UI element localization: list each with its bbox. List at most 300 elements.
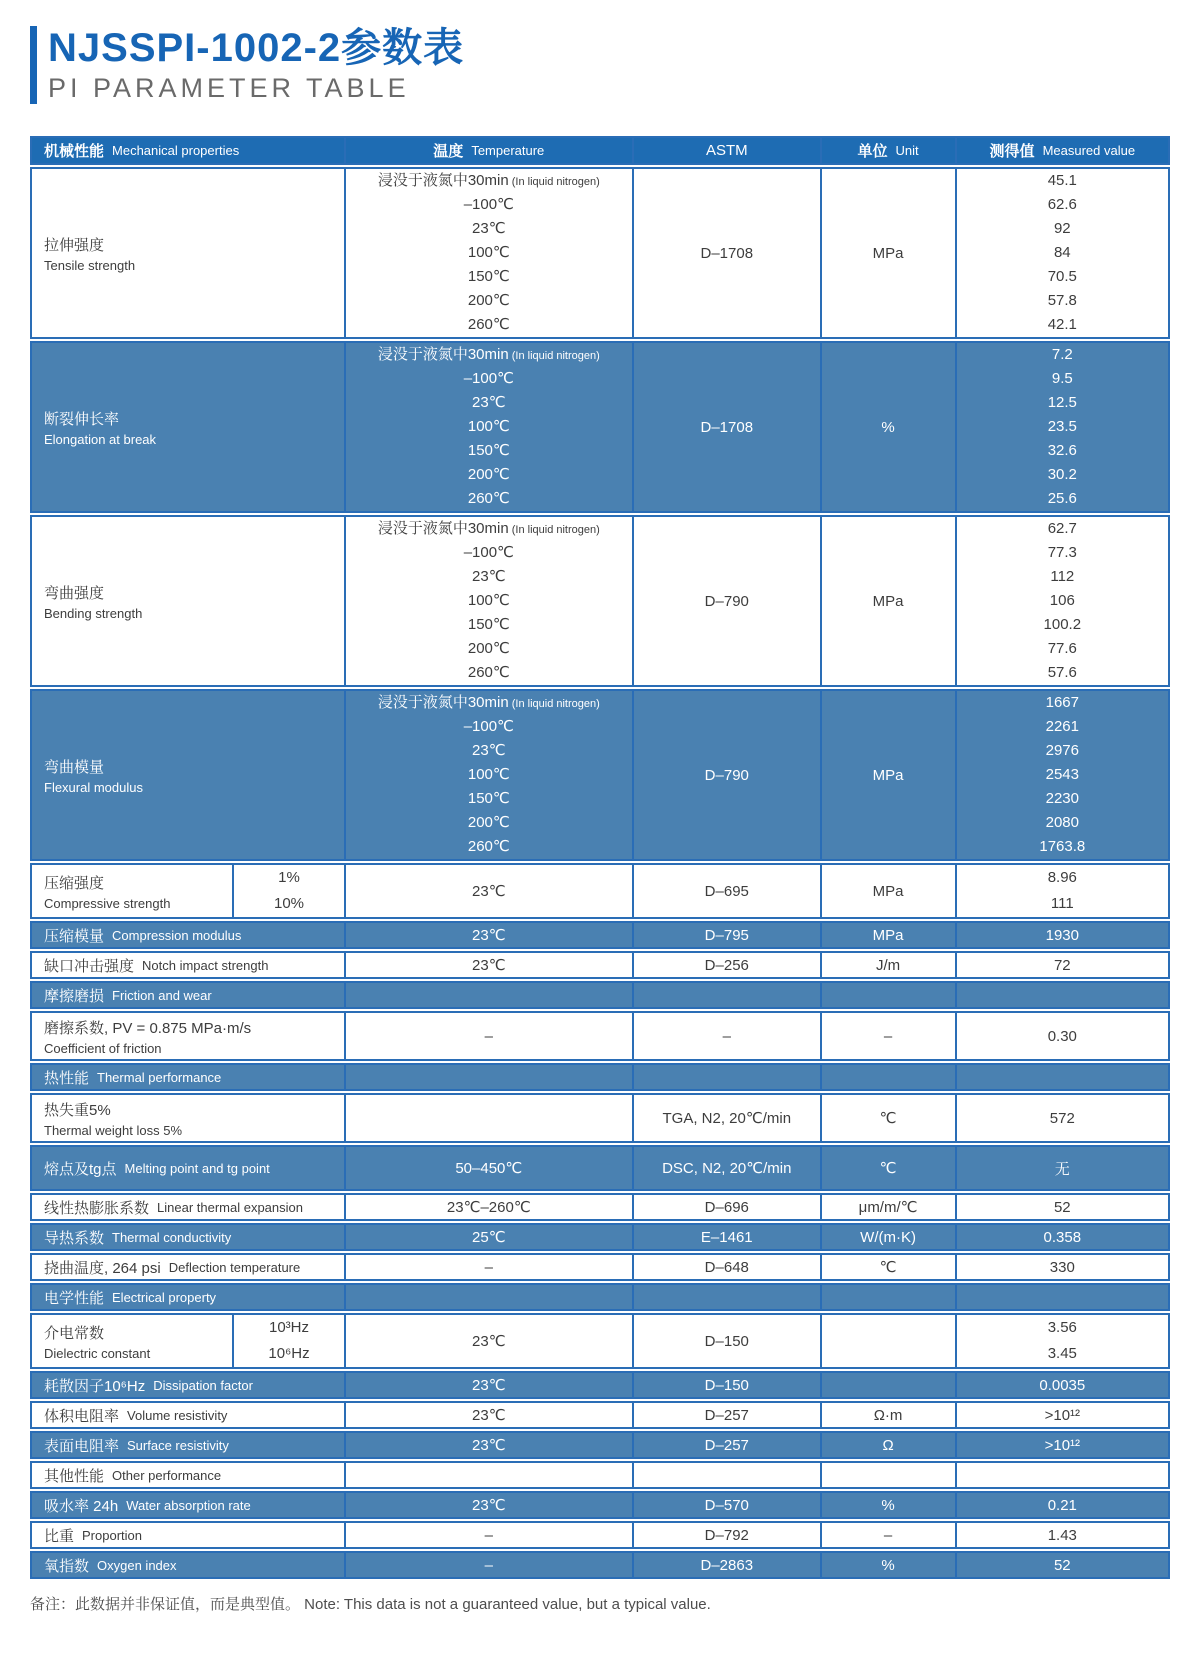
property-cell: [32, 343, 346, 511]
header-unit-cn: 单位: [857, 143, 888, 160]
table-row: [30, 1551, 1170, 1579]
measured-value: 3.45: [1047, 1345, 1077, 1362]
measured-value: 77.6: [1047, 640, 1077, 657]
table-row: [30, 1371, 1170, 1399]
value-cell: [957, 1493, 1168, 1517]
liquid-nitrogen-label-cn: 浸没于液氮中30min: [377, 172, 509, 189]
temperature-value: 100℃: [467, 418, 510, 435]
property-name-en: Tensile strength: [44, 257, 136, 273]
liquid-nitrogen-label-cn: 浸没于液氮中30min: [377, 346, 509, 363]
astm-cell: [634, 1403, 821, 1427]
temperature-cell: [346, 1013, 635, 1059]
header-unit-en: Unit: [895, 143, 919, 158]
property-cell: [32, 1255, 346, 1279]
astm-cell: [634, 1373, 821, 1397]
property-name-en: Thermal conductivity: [112, 1229, 232, 1245]
property-cell: [32, 1065, 346, 1089]
unit-value: MPa: [872, 244, 904, 262]
unit-cell: [822, 517, 957, 685]
astm-cell: [634, 1225, 821, 1249]
measured-value: >10¹²: [1044, 1406, 1081, 1424]
value-cell: [957, 169, 1168, 337]
value-cell: [957, 1065, 1168, 1089]
value-cell: [957, 1095, 1168, 1141]
temperature-cell: [346, 169, 635, 337]
temperature-value: [346, 517, 633, 541]
unit-cell: [822, 1285, 957, 1309]
unit-value: MPa: [872, 766, 904, 784]
temperature-value: 150℃: [467, 790, 510, 807]
astm-cell: [634, 953, 821, 977]
temperature-value: –: [484, 1526, 493, 1544]
measured-value: 8.96: [1047, 869, 1077, 886]
value-cell: [957, 1463, 1168, 1487]
unit-cell: [822, 1433, 957, 1457]
astm-standard: D–795: [704, 926, 749, 944]
sub-condition: 10⁶Hz: [268, 1345, 310, 1362]
value-cell: [957, 1403, 1168, 1427]
temperature-value: 200℃: [467, 292, 510, 309]
header-mechanical-properties-cn: 机械性能: [44, 143, 105, 160]
measured-value: 0.358: [1043, 1228, 1082, 1246]
unit-cell: [822, 953, 957, 977]
temperature-value: 150℃: [467, 616, 510, 633]
astm-standard: D–256: [704, 956, 749, 974]
temperature-value: 260℃: [467, 316, 510, 333]
property-name-cn: 挠曲温度, 264 psi: [44, 1259, 161, 1277]
property-name: [32, 1315, 234, 1367]
table-row: [30, 1283, 1170, 1311]
measured-value: 1.43: [1047, 1526, 1077, 1544]
unit-cell: [822, 1065, 957, 1089]
property-name-en: Flexural modulus: [44, 779, 143, 795]
temperature-cell: [346, 1373, 635, 1397]
temperature-value: 100℃: [467, 592, 510, 609]
astm-standard: D–2863: [700, 1556, 754, 1574]
property-name-en: Oxygen index: [97, 1557, 177, 1573]
property-name-en: Dissipation factor: [153, 1377, 253, 1393]
astm-cell: [634, 1315, 821, 1367]
temperature-cell: [346, 983, 635, 1007]
temperature-cell: [346, 1433, 635, 1457]
property-name: [32, 865, 234, 917]
unit-value: %: [881, 418, 895, 436]
temperature-value: 23℃: [472, 1437, 506, 1454]
property-cell: [32, 1285, 346, 1309]
property-cell: [32, 1195, 346, 1219]
property-name-en: Dielectric constant: [44, 1345, 151, 1361]
temperature-value: 23℃: [472, 742, 506, 759]
header-astm-label: ASTM: [705, 142, 748, 159]
measured-value: 32.6: [1047, 442, 1077, 459]
astm-standard: D–1708: [700, 418, 754, 436]
page-subtitle: PI PARAMETER TABLE: [48, 73, 410, 103]
property-name-cn: 电学性能: [44, 1289, 105, 1307]
astm-standard: D–790: [704, 766, 749, 784]
property-name-en: Thermal weight loss 5%: [44, 1122, 182, 1138]
unit-cell: [822, 1315, 957, 1367]
astm-cell: [634, 691, 821, 859]
table-body: [30, 167, 1170, 1579]
table-row: [30, 921, 1170, 949]
astm-standard: D–150: [704, 1332, 749, 1350]
temperature-cell: [346, 1195, 635, 1219]
header-temperature: [346, 138, 635, 163]
temperature-value: 23℃: [472, 957, 506, 974]
astm-cell: [634, 1463, 821, 1487]
table-row: [30, 167, 1170, 339]
unit-value: W/(m·K): [860, 1228, 916, 1246]
temperature-value: –: [484, 1556, 493, 1574]
page-header: [30, 26, 1170, 104]
temperature-cell: [346, 1463, 635, 1487]
unit-cell: [822, 343, 957, 511]
liquid-nitrogen-label-en: (In liquid nitrogen): [508, 698, 600, 710]
astm-cell: [634, 1285, 821, 1309]
unit-cell: [822, 691, 957, 859]
table-row: [30, 1461, 1170, 1489]
property-name-cn: 导热系数: [44, 1229, 105, 1247]
property-cell: [32, 1463, 346, 1487]
unit-cell: [822, 169, 957, 337]
table-row: [30, 1145, 1170, 1191]
temperature-value: 150℃: [467, 268, 510, 285]
property-name-en: Water absorption rate: [126, 1497, 251, 1513]
astm-cell: [634, 1433, 821, 1457]
unit-value: ℃: [879, 1160, 897, 1177]
table-row: [30, 515, 1170, 687]
value-cell: [957, 343, 1168, 511]
unit-cell: [822, 1523, 957, 1547]
property-cell: [32, 1225, 346, 1249]
measured-value: 0.30: [1047, 1027, 1077, 1045]
astm-cell: [634, 983, 821, 1007]
table-row: [30, 1431, 1170, 1459]
unit-cell: [822, 1013, 957, 1059]
temperature-value: 150℃: [467, 442, 510, 459]
measured-value: 2976: [1045, 742, 1079, 759]
value-cell: [957, 1195, 1168, 1219]
measured-value: 100.2: [1043, 616, 1082, 633]
unit-cell: [822, 1255, 957, 1279]
astm-cell: [634, 1195, 821, 1219]
temperature-cell: [346, 865, 635, 917]
measured-value: 572: [1049, 1109, 1075, 1127]
temperature-value: 23℃: [472, 883, 506, 900]
temperature-value: [346, 169, 633, 193]
property-name-cn: 弯曲模量: [44, 758, 105, 776]
property-name-cn: 其他性能: [44, 1467, 105, 1485]
header-temperature-cn: 温度: [433, 143, 464, 160]
header-astm: [634, 138, 821, 163]
temperature-value: 25℃: [472, 1229, 506, 1246]
temperature-value: –100℃: [463, 544, 514, 561]
property-name-cn: 磨擦系数, PV = 0.875 MPa·m/s: [44, 1019, 252, 1037]
property-sub-conditions: [234, 865, 343, 917]
measured-value: 42.1: [1047, 316, 1077, 333]
header-measured-value-en: Measured value: [1042, 143, 1136, 158]
property-cell: [32, 691, 346, 859]
property-name-cn: 耗散因子10⁶Hz: [44, 1377, 146, 1395]
property-name-en: Thermal performance: [97, 1069, 222, 1085]
astm-standard: DSC, N2, 20℃/min: [662, 1160, 792, 1177]
measured-value: 9.5: [1051, 370, 1073, 387]
property-name-cn: 熔点及tg点: [44, 1160, 117, 1178]
measured-value: 84: [1053, 244, 1071, 261]
unit-value: Ω·m: [873, 1406, 903, 1424]
property-cell: [32, 1403, 346, 1427]
temperature-value: 23℃–260℃: [446, 1199, 531, 1216]
unit-cell: [822, 1147, 957, 1189]
temperature-value: 23℃: [472, 1497, 506, 1514]
property-cell: [32, 1493, 346, 1517]
astm-standard: D–696: [704, 1198, 749, 1216]
measured-value: 3.56: [1047, 1319, 1077, 1336]
temperature-cell: [346, 517, 635, 685]
astm-cell: [634, 169, 821, 337]
property-name-cn: 断裂伸长率: [44, 410, 120, 428]
astm-standard: D–257: [704, 1436, 749, 1454]
temperature-value: 200℃: [467, 466, 510, 483]
measured-value: 2080: [1045, 814, 1079, 831]
unit-value: %: [881, 1556, 895, 1574]
property-cell: [32, 1095, 346, 1141]
temperature-cell: [346, 1095, 635, 1141]
sub-condition: 1%: [278, 869, 300, 886]
unit-cell: [822, 1463, 957, 1487]
temperature-cell: [346, 953, 635, 977]
value-cell: [957, 953, 1168, 977]
astm-cell: [634, 923, 821, 947]
temperature-cell: [346, 343, 635, 511]
sub-condition: 10%: [273, 895, 305, 912]
temperature-value: 23℃: [472, 394, 506, 411]
astm-standard: D–570: [704, 1496, 749, 1514]
measured-value: 0.0035: [1039, 1376, 1086, 1394]
header-measured-value-cn: 测得值: [989, 143, 1035, 160]
value-cell: [957, 1523, 1168, 1547]
measured-value: 52: [1053, 1198, 1071, 1216]
table-row: [30, 1491, 1170, 1519]
table-row: [30, 1521, 1170, 1549]
temperature-value: 100℃: [467, 766, 510, 783]
unit-value: –: [883, 1027, 893, 1045]
property-cell: [32, 1147, 346, 1189]
astm-cell: [634, 1553, 821, 1577]
temperature-cell: [346, 691, 635, 859]
value-cell: [957, 1315, 1168, 1367]
property-name-en: Bending strength: [44, 605, 143, 621]
value-cell: [957, 865, 1168, 917]
astm-cell: [634, 1255, 821, 1279]
measured-value: 12.5: [1047, 394, 1077, 411]
unit-value: ℃: [879, 1110, 897, 1127]
unit-value: –: [883, 1526, 893, 1544]
temperature-value: –: [484, 1027, 493, 1045]
astm-standard: D–257: [704, 1406, 749, 1424]
temperature-value: 200℃: [467, 814, 510, 831]
property-cell: [32, 953, 346, 977]
parameter-table: [30, 136, 1170, 1579]
value-cell: [957, 517, 1168, 685]
value-cell: [957, 983, 1168, 1007]
measured-value: 57.8: [1047, 292, 1077, 309]
temperature-value: 23℃: [472, 568, 506, 585]
table-row: [30, 1223, 1170, 1251]
value-cell: [957, 691, 1168, 859]
astm-standard: D–695: [704, 882, 749, 900]
measured-value: 92: [1053, 220, 1071, 237]
liquid-nitrogen-label-cn: 浸没于液氮中30min: [377, 694, 509, 711]
property-name-cn: 比重: [44, 1527, 75, 1545]
astm-standard: D–150: [704, 1376, 749, 1394]
measured-value: >10¹²: [1044, 1436, 1081, 1454]
table-row: [30, 1011, 1170, 1061]
page-title: NJSSPI-1002-2参数表: [48, 26, 465, 70]
unit-value: Ω: [882, 1436, 894, 1454]
temperature-value: –100℃: [463, 370, 514, 387]
temperature-cell: [346, 923, 635, 947]
temperature-cell: [346, 1523, 635, 1547]
header-mechanical-properties: [32, 138, 346, 163]
liquid-nitrogen-label-cn: 浸没于液氮中30min: [377, 520, 509, 537]
measured-value: 62.6: [1047, 196, 1077, 213]
property-cell: [32, 517, 346, 685]
temperature-cell: [346, 1553, 635, 1577]
temperature-cell: [346, 1493, 635, 1517]
measured-value: 2543: [1045, 766, 1079, 783]
measured-value: 330: [1049, 1258, 1075, 1276]
temperature-value: 100℃: [467, 244, 510, 261]
temperature-value: 50–450℃: [455, 1160, 523, 1177]
astm-cell: [634, 1013, 821, 1059]
liquid-nitrogen-label-en: (In liquid nitrogen): [508, 176, 600, 188]
temperature-value: 23℃: [472, 220, 506, 237]
unit-cell: [822, 1195, 957, 1219]
temperature-cell: [346, 1225, 635, 1249]
property-name-en: Electrical property: [112, 1289, 217, 1305]
astm-cell: [634, 865, 821, 917]
property-cell: [32, 983, 346, 1007]
property-name-cn: 吸水率 24h: [44, 1497, 119, 1515]
measured-value: 1667: [1045, 694, 1079, 711]
temperature-value: –100℃: [463, 196, 514, 213]
unit-cell: [822, 865, 957, 917]
measured-value: 2230: [1045, 790, 1079, 807]
unit-value: J/m: [876, 956, 901, 974]
property-name-cn: 缺口冲击强度: [44, 957, 135, 975]
temperature-cell: [346, 1147, 635, 1189]
value-cell: [957, 1373, 1168, 1397]
table-row: [30, 1093, 1170, 1143]
property-cell: [32, 1553, 346, 1577]
property-name-cn: 热性能: [44, 1069, 90, 1087]
temperature-cell: [346, 1403, 635, 1427]
header-unit: [822, 138, 957, 163]
temperature-cell: [346, 1065, 635, 1089]
property-cell: [32, 923, 346, 947]
measured-value: 45.1: [1047, 172, 1077, 189]
property-name-cn: 介电常数: [44, 1324, 105, 1342]
temperature-value: –: [484, 1258, 493, 1276]
table-row: [30, 689, 1170, 861]
property-cell: [32, 1523, 346, 1547]
sub-condition: 10³Hz: [268, 1319, 309, 1336]
value-cell: [957, 1013, 1168, 1059]
title-accent-bar: [30, 26, 37, 104]
measured-value: 52: [1053, 1556, 1071, 1574]
property-cell: [32, 169, 346, 337]
table-header-row: [30, 136, 1170, 165]
value-cell: [957, 1225, 1168, 1249]
property-name-en: Melting point and tg point: [124, 1160, 270, 1176]
unit-value: MPa: [872, 882, 904, 900]
temperature-value: [346, 691, 633, 715]
liquid-nitrogen-label-en: (In liquid nitrogen): [508, 350, 600, 362]
temperature-cell: [346, 1315, 635, 1367]
property-name-en: Elongation at break: [44, 431, 157, 447]
property-name-cn: 拉伸强度: [44, 236, 105, 254]
property-name-en: Other performance: [112, 1467, 222, 1483]
temperature-cell: [346, 1285, 635, 1309]
property-name-cn: 表面电阻率: [44, 1437, 120, 1455]
temperature-value: 23℃: [472, 927, 506, 944]
measured-value: 0.21: [1047, 1496, 1077, 1514]
measured-value: 112: [1050, 568, 1075, 585]
property-name-cn: 压缩强度: [44, 874, 105, 892]
property-name-en: Surface resistivity: [127, 1437, 229, 1453]
unit-value: μm/m/℃: [858, 1199, 918, 1216]
unit-cell: [822, 1553, 957, 1577]
liquid-nitrogen-label-en: (In liquid nitrogen): [508, 524, 600, 536]
table-row: [30, 981, 1170, 1009]
property-name-en: Notch impact strength: [142, 957, 269, 973]
table-row: [30, 863, 1170, 919]
property-cell: [32, 865, 346, 917]
measured-value: 62.7: [1047, 520, 1077, 537]
header-measured-value: [957, 138, 1168, 163]
measured-value: 72: [1053, 956, 1071, 974]
measured-value: 1763.8: [1039, 838, 1086, 855]
value-cell: [957, 1255, 1168, 1279]
temperature-cell: [346, 1255, 635, 1279]
header-mechanical-properties-en: Mechanical properties: [112, 143, 240, 158]
unit-value: ℃: [879, 1259, 897, 1276]
property-cell: [32, 1433, 346, 1457]
measured-value: 77.3: [1047, 544, 1077, 561]
property-name-en: Compressive strength: [44, 895, 171, 911]
value-cell: [957, 1553, 1168, 1577]
unit-cell: [822, 1403, 957, 1427]
astm-cell: [634, 1065, 821, 1089]
unit-cell: [822, 1373, 957, 1397]
property-name-en: Friction and wear: [112, 987, 212, 1003]
unit-cell: [822, 1095, 957, 1141]
astm-cell: [634, 343, 821, 511]
measured-value: 106: [1049, 592, 1075, 609]
property-name-en: Linear thermal expansion: [157, 1199, 303, 1215]
property-cell: [32, 1373, 346, 1397]
table-row: [30, 1253, 1170, 1281]
measured-value: 111: [1050, 895, 1074, 912]
property-name-cn: 摩擦磨损: [44, 987, 105, 1005]
temperature-value: 23℃: [472, 1333, 506, 1350]
value-cell: [957, 1147, 1168, 1189]
value-cell: [957, 1285, 1168, 1309]
unit-cell: [822, 983, 957, 1007]
astm-standard: D–648: [704, 1258, 749, 1276]
measured-value: 7.2: [1051, 346, 1073, 363]
